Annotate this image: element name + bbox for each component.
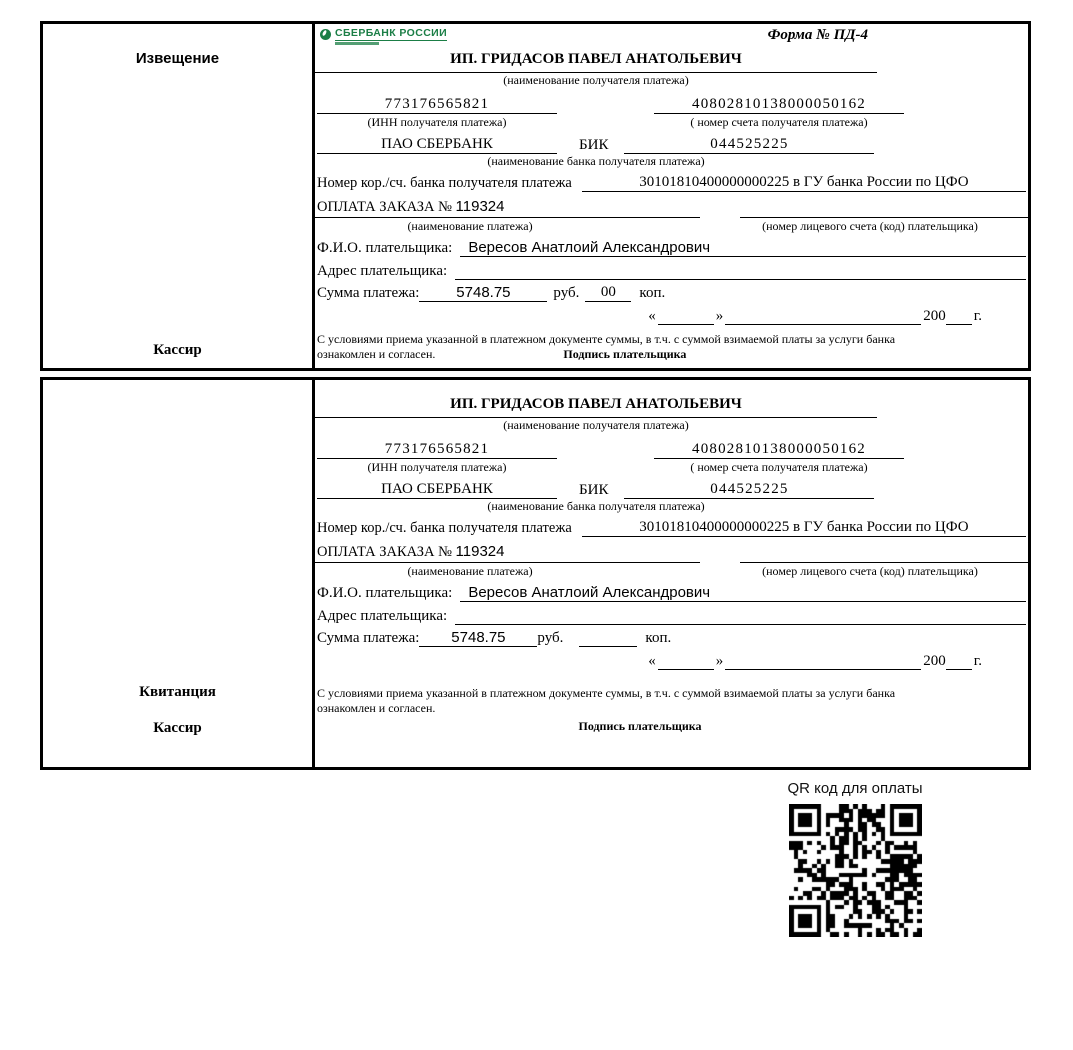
- payer-fio-label: Ф.И.О. плательщика:: [317, 240, 453, 256]
- notice-left-cell: [43, 24, 315, 368]
- payer-address-label: Адрес плательщика:: [317, 263, 448, 279]
- recipient-caption: (наименование получателя платежа): [503, 418, 689, 432]
- payment-name-caption: (наименование платежа): [407, 219, 533, 233]
- sberbank-logo-icon: [320, 29, 331, 40]
- rub-label: руб.: [553, 285, 580, 301]
- personal-account-blank: [740, 545, 1028, 563]
- form-number-label: Форма № ПД-4: [767, 27, 868, 43]
- payer-fio-value: Вересов Анатлоий Александрович: [460, 239, 1026, 257]
- notice-label: Извещение: [135, 50, 220, 67]
- bik-value: 044525225: [624, 481, 874, 499]
- date-row: [315, 308, 982, 325]
- bik-label: БИК: [579, 137, 609, 153]
- bik-value: 044525225: [624, 136, 874, 154]
- agreement-line2: ознакомлен и согласен.: [317, 701, 436, 715]
- quote-close: »: [715, 653, 724, 669]
- bik-label: БИК: [579, 482, 609, 498]
- recipient-name: ИП. ГРИДАСОВ ПАВЕЛ АНАТОЛЬЕВИЧ: [315, 396, 877, 418]
- year-blank: [946, 653, 972, 670]
- agreement-line2: ознакомлен и согласен.: [317, 347, 436, 361]
- inn-value: 773176565821: [317, 441, 557, 459]
- corr-account-label: Номер кор./сч. банка получателя платежа: [317, 520, 572, 536]
- bank-caption: (наименование банка получателя платежа): [487, 499, 705, 513]
- inn-account-row: [315, 96, 1028, 114]
- payer-fio-row: [315, 584, 1028, 602]
- year-suffix: г.: [973, 308, 982, 324]
- payer-address-blank: [455, 607, 1026, 625]
- year-blank: [946, 308, 972, 325]
- cashier-label: Кассир: [153, 720, 202, 736]
- personal-account-blank: [740, 200, 1028, 218]
- kop-label: коп.: [645, 630, 672, 646]
- inn-account-captions: [315, 115, 1028, 130]
- corr-account-row: [315, 174, 1028, 192]
- corr-account-value: 30101810400000000225 в ГУ банка России по ЦФО: [582, 519, 1026, 537]
- day-blank: [658, 653, 714, 670]
- inn-account-captions: [315, 460, 1028, 475]
- cashier-label: Кассир: [153, 342, 202, 358]
- payment-captions-row: [315, 564, 1028, 579]
- payer-address-row: [315, 262, 1028, 280]
- receipt-section: [40, 377, 1031, 770]
- payment-purpose-row: [315, 198, 1028, 218]
- order-number: 119324: [455, 198, 505, 215]
- notice-section: [40, 21, 1031, 371]
- inn-caption: (ИНН получателя платежа): [367, 460, 507, 474]
- account-value: 40802810138000050162: [654, 441, 904, 459]
- bank-name-value: ПАО СБЕРБАНК: [317, 136, 557, 154]
- bank-name-value: ПАО СБЕРБАНК: [317, 481, 557, 499]
- form-header-row: [315, 27, 1028, 51]
- personal-account-caption: (номер лицевого счета (код) плательщика): [762, 564, 978, 578]
- receipt-left-cell: [43, 380, 315, 767]
- bank-caption: (наименование банка получателя платежа): [487, 154, 705, 168]
- corr-account-label: Номер кор./сч. банка получателя платежа: [317, 175, 572, 191]
- payer-signature-label: Подпись плательщика: [563, 347, 687, 361]
- year-prefix: 200: [923, 653, 946, 669]
- qr-block: [775, 780, 935, 937]
- kopecks-blank: [579, 630, 637, 647]
- quote-close: »: [715, 308, 724, 324]
- payment-purpose-label: ОПЛАТА ЗАКАЗА №: [317, 544, 452, 560]
- year-suffix: г.: [973, 653, 982, 669]
- quote-open: «: [648, 308, 656, 324]
- sberbank-logo-text: СБЕРБАНК РОССИИ: [335, 27, 448, 39]
- sum-label: Сумма платежа:: [317, 630, 420, 646]
- quote-open: «: [648, 653, 656, 669]
- payer-fio-label: Ф.И.О. плательщика:: [317, 585, 453, 601]
- account-caption: ( номер счета получателя платежа): [690, 115, 868, 129]
- recipient-name: ИП. ГРИДАСОВ ПАВЕЛ АНАТОЛЬЕВИЧ: [315, 51, 877, 73]
- sum-row: [315, 629, 1028, 647]
- sberbank-logo-tagline: [335, 42, 379, 45]
- qr-code: [789, 804, 922, 937]
- bank-row: [315, 136, 1028, 154]
- payer-signature-label: Подпись плательщика: [578, 719, 702, 733]
- month-blank: [725, 308, 921, 325]
- sum-value: 5748.75: [419, 629, 537, 647]
- inn-account-row: [315, 441, 1028, 459]
- corr-account-value: 30101810400000000225 в ГУ банка России по ЦФО: [582, 174, 1026, 192]
- receipt-form-body: [315, 380, 1028, 767]
- inn-caption: (ИНН получателя платежа): [367, 115, 507, 129]
- personal-account-caption: (номер лицевого счета (код) плательщика): [762, 219, 978, 233]
- payment-purpose-label: ОПЛАТА ЗАКАЗА №: [317, 199, 452, 215]
- payment-captions-row: [315, 219, 1028, 234]
- year-prefix: 200: [923, 308, 946, 324]
- recipient-caption: (наименование получателя платежа): [503, 73, 689, 87]
- month-blank: [725, 653, 921, 670]
- kopecks-value: 00: [585, 284, 631, 302]
- payer-address-row: [315, 607, 1028, 625]
- notice-form-body: [315, 24, 1028, 368]
- rub-label: руб.: [537, 630, 564, 646]
- inn-value: 773176565821: [317, 96, 557, 114]
- date-row: [315, 653, 982, 670]
- order-number: 119324: [455, 543, 505, 560]
- day-blank: [658, 308, 714, 325]
- payment-name-caption: (наименование платежа): [407, 564, 533, 578]
- sberbank-logo: [320, 27, 447, 45]
- account-caption: ( номер счета получателя платежа): [690, 460, 868, 474]
- bank-row: [315, 481, 1028, 499]
- payer-address-label: Адрес плательщика:: [317, 608, 448, 624]
- sum-value: 5748.75: [419, 284, 547, 302]
- payment-purpose-row: [315, 543, 1028, 563]
- payer-address-blank: [455, 262, 1026, 280]
- sum-row: [315, 284, 1028, 302]
- kop-label: коп.: [639, 285, 666, 301]
- agreement-line1: С условиями приема указанной в платежном документе суммы, в т.ч. с суммой взимаемой платы за услуги банка: [317, 686, 896, 700]
- payer-fio-row: [315, 239, 1028, 257]
- account-value: 40802810138000050162: [654, 96, 904, 114]
- receipt-label: Квитанция: [139, 684, 216, 700]
- corr-account-row: [315, 519, 1028, 537]
- sum-label: Сумма платежа:: [317, 285, 420, 301]
- qr-caption: QR код для оплаты: [787, 780, 923, 797]
- payer-fio-value: Вересов Анатлоий Александрович: [460, 584, 1026, 602]
- agreement-line1: С условиями приема указанной в платежном документе суммы, в т.ч. с суммой взимаемой платы за услуги банка: [317, 332, 896, 346]
